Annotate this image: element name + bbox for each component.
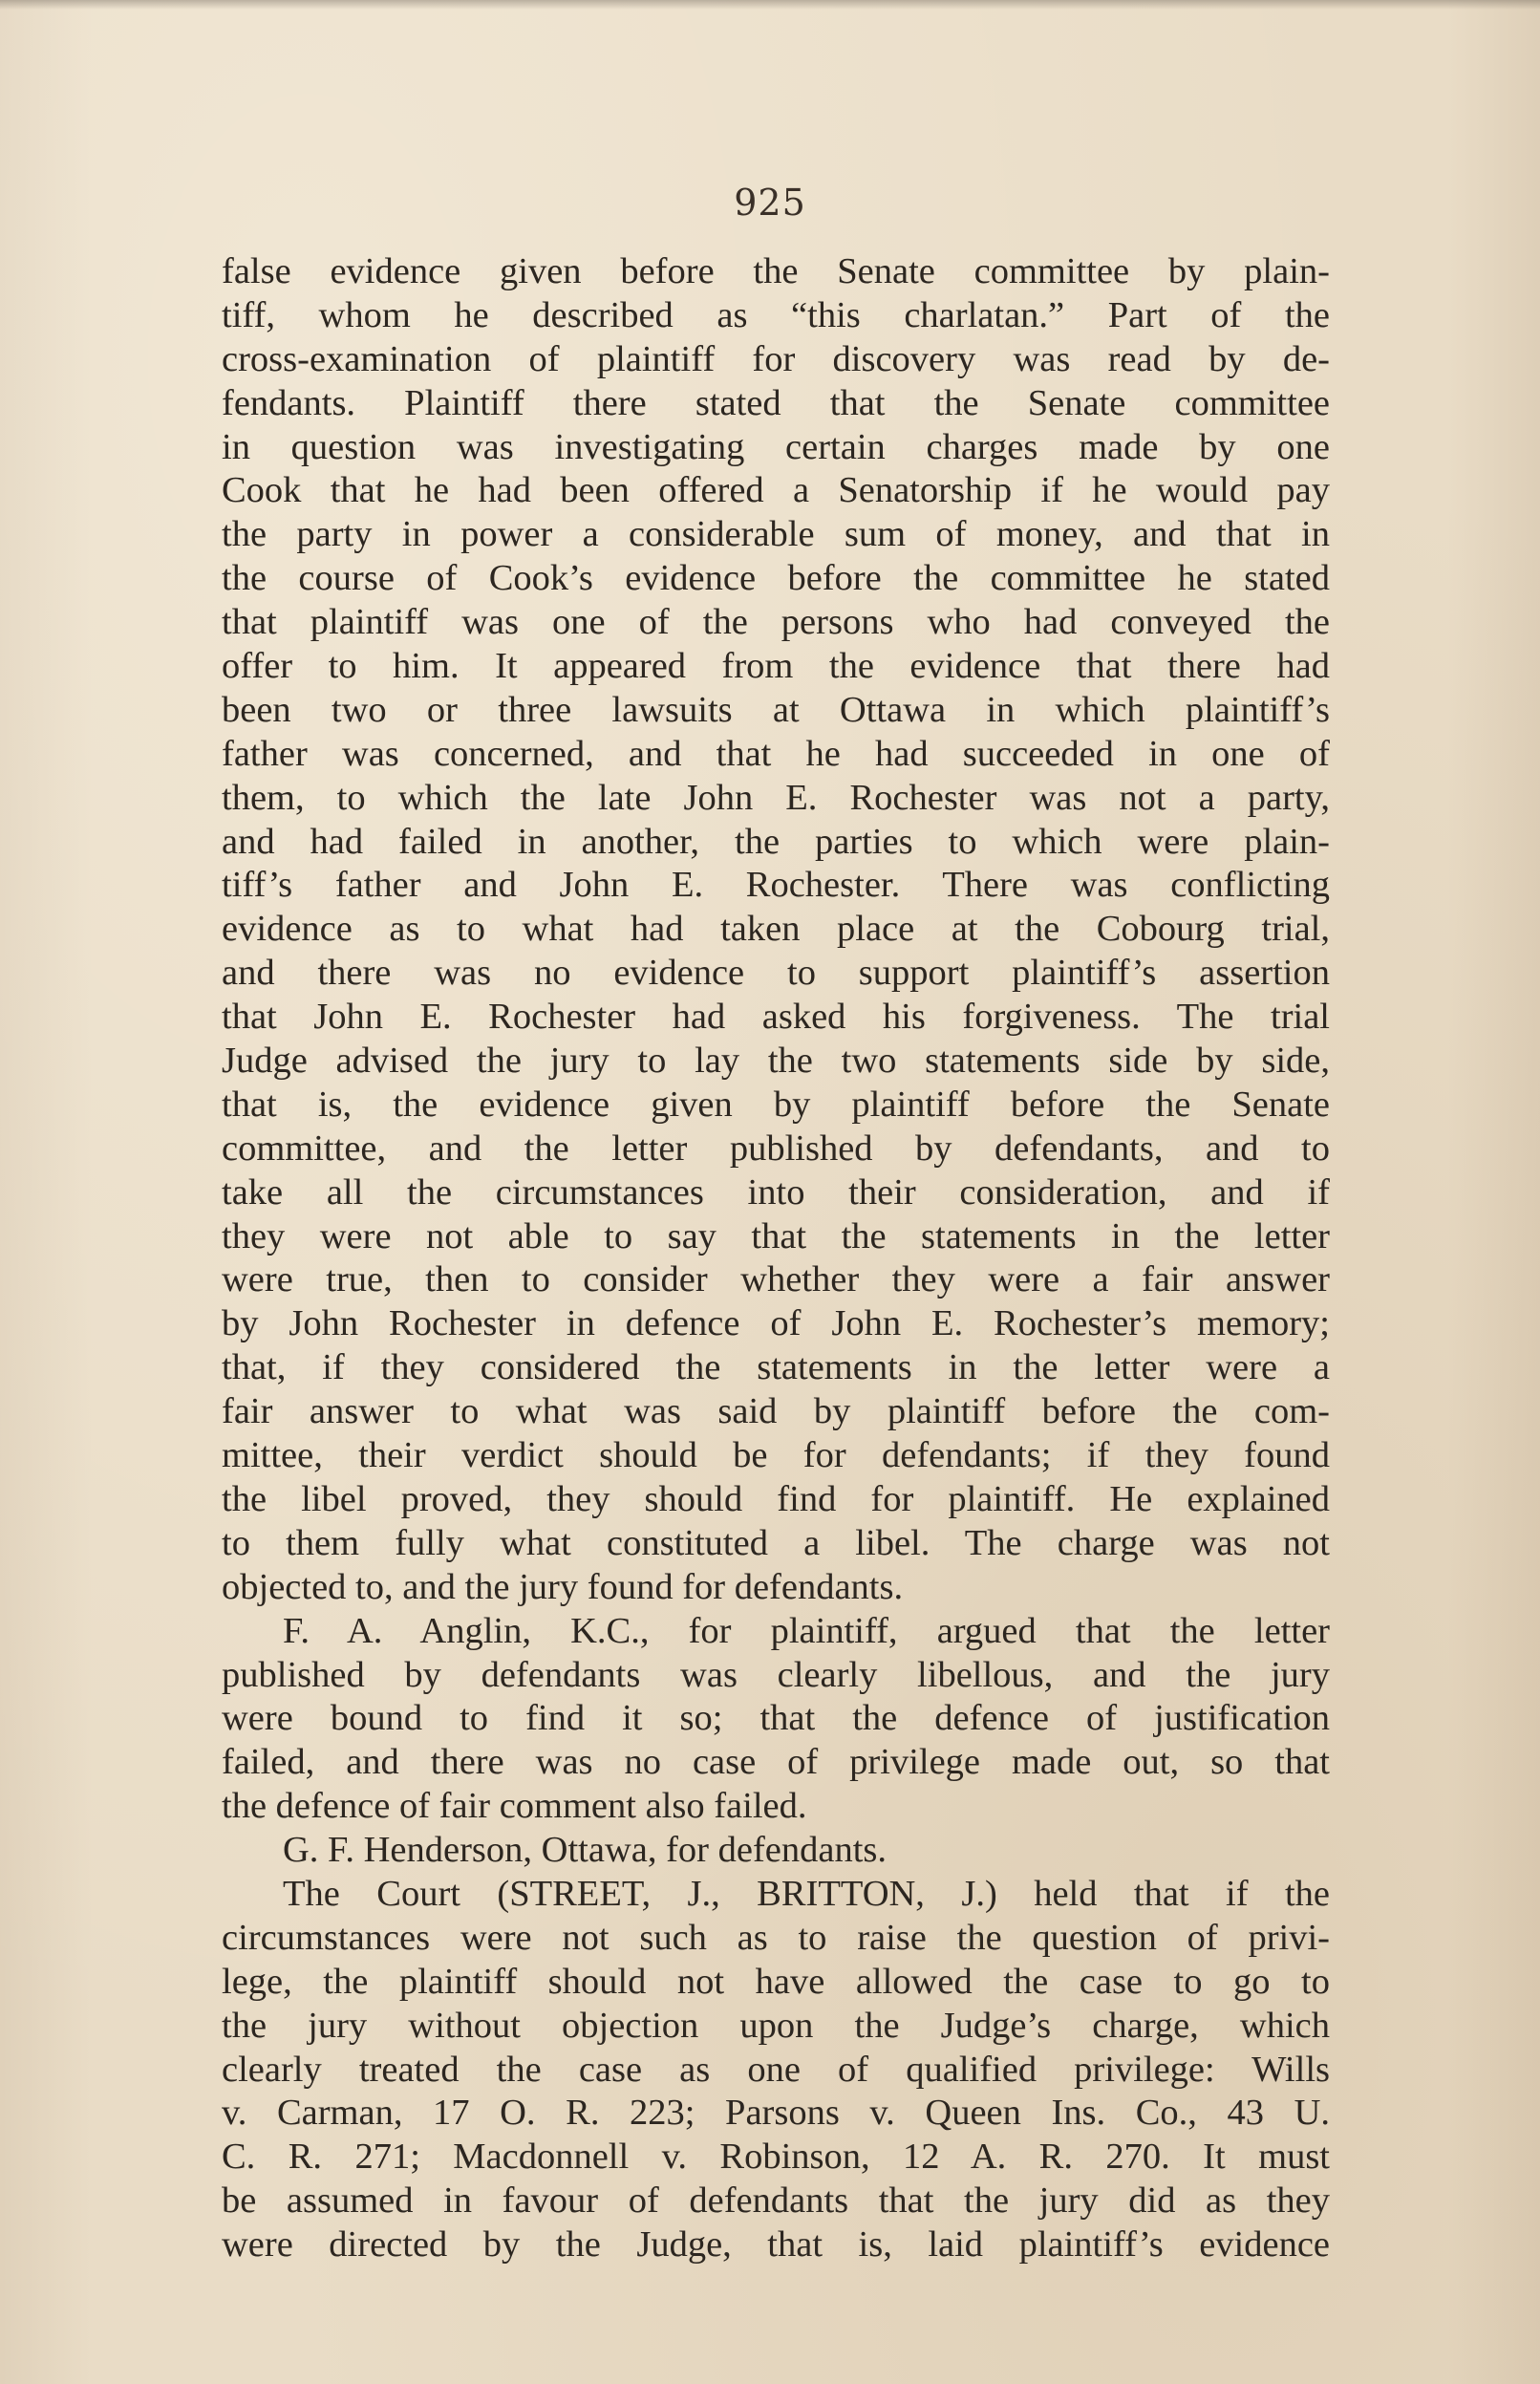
text-line: to them fully what constituted a libel. The charge was not (222, 1522, 1330, 1563)
text-line: were bound to find it so; that the defence of justification (222, 1698, 1330, 1739)
text-line: mittee, their verdict should be for defendants; if they found (222, 1435, 1330, 1476)
text-line: and had failed in another, the parties to which were plain- (222, 821, 1330, 862)
text-line: lege, the plaintiff should not have allowed the case to go to (222, 1961, 1330, 2002)
text-line: that is, the evidence given by plaintiff before the Senate (222, 1084, 1330, 1125)
text-line: tiff’s father and John E. Rochester. There was conflicting (222, 865, 1330, 906)
text-line: cross-examination of plaintiff for discovery was read by de- (222, 338, 1330, 379)
page-edge-shadow (0, 0, 1540, 10)
text-line: fendants. Plaintiff there stated that the Senate committee (222, 382, 1330, 423)
text-line: been two or three lawsuits at Ottawa in which plaintiff’s (222, 689, 1330, 730)
text-line: fair answer to what was said by plaintiff before the com- (222, 1391, 1330, 1432)
text-line: take all the circumstances into their consideration, and if (222, 1171, 1330, 1213)
text-line: father was concerned, and that he had succeeded in one of (222, 733, 1330, 774)
text-line: Judge advised the jury to lay the two statements side by side, (222, 1041, 1330, 1082)
text-line: false evidence given before the Senate committee by plain- (222, 251, 1330, 291)
text-line: the course of Cook’s evidence before the committee he stated (222, 558, 1330, 599)
text-line: by John Rochester in defence of John E. Rochester’s memory; (222, 1303, 1330, 1344)
text-line: the jury without objection upon the Judge’s charge, which (222, 2005, 1330, 2046)
text-line: G. F. Henderson, Ottawa, for defendants. (283, 1830, 887, 1871)
text-line: were true, then to consider whether they were a fair answer (222, 1259, 1330, 1300)
text-line: the party in power a considerable sum of money, and that in (222, 514, 1330, 555)
text-line: tiff, whom he described as “this charlatan.” Part of the (222, 294, 1330, 335)
text-line: that plaintiff was one of the persons who had conveyed the (222, 602, 1330, 643)
text-line: C. R. 271; Macdonnell v. Robinson, 12 A. R. 270. It must (222, 2137, 1330, 2178)
text-line: the defence of fair comment also failed. (222, 1786, 807, 1827)
text-line: circumstances were not such as to raise the question of privi- (222, 1917, 1330, 1958)
text-line: and there was no evidence to support plaintiff’s assertion (222, 953, 1330, 994)
text-line: that, if they considered the statements in the letter were a (222, 1347, 1330, 1388)
text-line: published by defendants was clearly libellous, and the jury (222, 1654, 1330, 1695)
page-number: 925 (734, 182, 806, 224)
text-line: evidence as to what had taken place at the Cobourg trial, (222, 909, 1330, 950)
text-line: the libel proved, they should find for plaintiff. He explained (222, 1478, 1330, 1519)
text-line: failed, and there was no case of privilege made out, so that (222, 1742, 1330, 1783)
text-line: them, to which the late John E. Rochester was not a party, (222, 777, 1330, 818)
text-line: be assumed in favour of defendants that the jury did as they (222, 2180, 1330, 2222)
text-line: objected to, and the jury found for defendants. (222, 1566, 904, 1607)
text-line: they were not able to say that the statements in the letter (222, 1215, 1330, 1256)
text-line: Cook that he had been offered a Senatorship if he would pay (222, 470, 1330, 511)
body-text (222, 250, 1330, 2267)
text-line: in question was investigating certain charges made by one (222, 426, 1330, 467)
text-line: F. A. Anglin, K.C., for plaintiff, argued that the letter (283, 1610, 1330, 1651)
text-line: committee, and the letter published by defendants, and to (222, 1128, 1330, 1169)
text-line: The Court (STREET, J., BRITTON, J.) held that if the (283, 1873, 1330, 1914)
text-line: offer to him. It appeared from the evidence that there had (222, 646, 1330, 687)
text-line: were directed by the Judge, that is, laid plaintiff’s evidence (222, 2224, 1330, 2266)
text-line: that John E. Rochester had asked his forgiveness. The trial (222, 997, 1330, 1038)
text-line: v. Carman, 17 O. R. 223; Parsons v. Queen Ins. Co., 43 U. (222, 2093, 1330, 2134)
text-line: clearly treated the case as one of qualified privilege: Wills (222, 2049, 1330, 2090)
